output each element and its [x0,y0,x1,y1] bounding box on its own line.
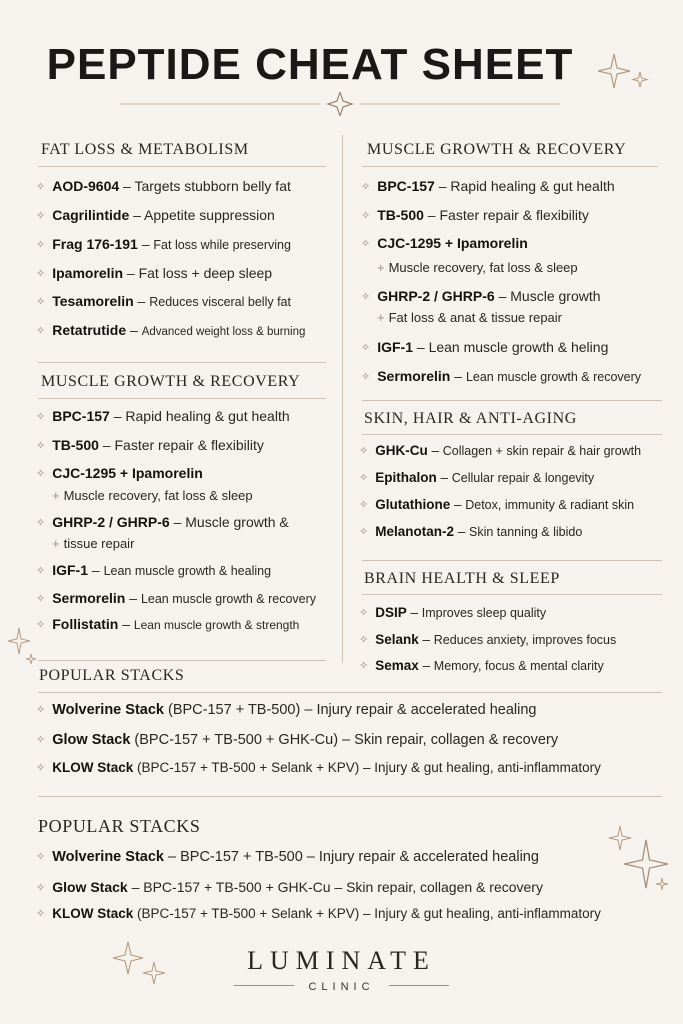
sparkle-bullet-icon: ✧ [36,210,46,222]
list-item: ✧ Tesamorelin – Reduces visceral belly fat [36,293,291,309]
sparkle-bullet-icon: ✧ [359,445,369,457]
section-divider [38,398,326,399]
stack-item: ✧ KLOW Stack (BPC-157 + TB-500 + Selank + KPV) – Injury & gut healing, anti-inflammatory [36,760,601,775]
list-item: ✧ Melanotan-2 – Skin tanning & libido [359,524,583,539]
stack-item: ✧ Glow Stack – BPC-157 + TB-500 + GHK-Cu – Skin repair, collagen & recovery [36,879,543,895]
sparkle-bullet-icon: ✧ [361,181,371,193]
sparkle-bullet-icon: ✧ [36,762,46,774]
list-item: ✧ TB-500 – Faster repair & flexibility [361,207,589,223]
list-item: ✧ TB-500 – Faster repair & flexibility [36,437,264,453]
list-item: ✧ IGF-1 – Lean muscle growth & healing [36,562,272,578]
section-heading-stacks: POPULAR STACKS [39,667,185,684]
list-item: ✧ GHRP-2 / GHRP-6 – Muscle growth & [36,514,289,530]
sparkle-bullet-icon: ✧ [36,619,46,631]
list-item: ✧ Sermorelin – Lean muscle growth & recovery [36,590,317,606]
list-item-detail: + Muscle recovery, fat loss & sleep [377,260,578,275]
list-item-detail: + tissue repair [52,536,135,551]
section-divider [362,166,658,167]
section-heading-muscle-right: MUSCLE GROWTH & RECOVERY [367,141,627,158]
section-heading-brain: BRAIN HEALTH & SLEEP [364,570,560,587]
sparkle-bullet-icon: ✧ [361,238,371,250]
list-item-detail: + Muscle recovery, fat loss & sleep [52,488,253,503]
section-divider [38,796,662,797]
list-item: ✧ Sermorelin – Lean muscle growth & recovery [361,368,642,384]
list-item: ✧ Semax – Memory, focus & mental clarity [359,658,604,673]
list-item: ✧ IGF-1 – Lean muscle growth & heling [361,339,609,355]
section-divider [362,560,662,561]
sparkle-bullet-icon: ✧ [359,526,369,538]
sparkle-bullet-icon: ✧ [36,296,46,308]
sparkle-bullet-icon: ✧ [36,325,46,337]
sparkle-bullet-icon: ✧ [359,607,369,619]
list-item: ✧ CJC-1295 + Ipamorelin [36,465,203,481]
list-item: ✧ Glutathione – Detox, immunity & radiant skin [359,497,635,512]
column-divider [342,135,343,663]
stack-item: ✧ Wolverine Stack (BPC-157 + TB-500) – Injury repair & accelerated healing [36,702,537,718]
sparkle-bullet-icon: ✧ [361,342,371,354]
sparkle-bullet-icon: ✧ [36,239,46,251]
sparkle-bullet-icon: ✧ [359,660,369,672]
clinic-logo-name: LUMINATE [247,946,436,975]
sparkle-bullet-icon: ✧ [359,472,369,484]
sparkle-bullet-icon: ✧ [359,634,369,646]
stack-item: ✧ Wolverine Stack – BPC-157 + TB-500 – Injury repair & accelerated healing [36,849,539,865]
sparkle-bullet-icon: ✧ [36,440,46,452]
sparkle-bullet-icon: ✧ [36,704,46,716]
sparkle-icon [598,52,652,92]
sparkle-bullet-icon: ✧ [36,908,46,920]
section-divider [362,434,662,435]
list-item: ✧ Ipamorelin – Fat loss + deep sleep [36,265,273,281]
section-divider [362,594,662,595]
sparkle-bullet-icon: ✧ [36,565,46,577]
sparkle-bullet-icon: ✧ [36,517,46,529]
section-divider [362,400,662,401]
list-item: ✧ Selank – Reduces anxiety, improves focus [359,632,617,647]
page-title: PEPTIDE CHEAT SHEET [46,40,574,89]
sparkle-icon [606,824,672,894]
list-item: ✧ Retatrutide – Advanced weight loss & burning [36,322,306,338]
section-heading-fat-loss: FAT LOSS & METABOLISM [41,141,249,158]
sparkle-bullet-icon: ✧ [36,882,46,894]
sparkle-bullet-icon: ✧ [36,268,46,280]
list-item: ✧ Cagrilintide – Appetite suppression [36,207,275,223]
logo-divider [389,985,449,986]
sparkle-icon [8,626,38,666]
list-item-detail: + Fat loss & anat & tissue repair [377,310,563,325]
list-item: ✧ BPC-157 – Rapid healing & gut health [361,178,615,194]
list-item: ✧ Frag 176-191 – Fat loss while preserving [36,236,291,252]
sparkle-bullet-icon: ✧ [36,181,46,193]
sparkle-bullet-icon: ✧ [361,371,371,383]
list-item: ✧ DSIP – Improves sleep quality [359,605,547,620]
stack-item: ✧ Glow Stack (BPC-157 + TB-500 + GHK-Cu) – Skin repair, collagen & recovery [36,732,559,748]
list-item: ✧ GHK-Cu – Collagen + skin repair & hair growth [359,443,642,458]
clinic-logo-sub-wrap [0,977,683,993]
section-heading-muscle-left: MUSCLE GROWTH & RECOVERY [41,373,301,390]
sparkle-bullet-icon: ✧ [36,468,46,480]
sparkle-bullet-icon: ✧ [361,291,371,303]
sparkle-bullet-icon: ✧ [36,851,46,863]
list-item: ✧ CJC-1295 + Ipamorelin [361,235,528,251]
list-item: ✧ BPC-157 – Rapid healing & gut health [36,408,290,424]
section-divider [38,362,326,363]
list-item: ✧ Follistatin – Lean muscle growth & strength [36,616,300,632]
sparkle-bullet-icon: ✧ [36,411,46,423]
section-divider [38,692,662,693]
stack-item: ✧ KLOW Stack (BPC-157 + TB-500 + Selank + KPV) – Injury & gut healing, anti-inflammatory [36,906,601,921]
clinic-logo-sub: CLINIC [308,981,375,993]
sparkle-bullet-icon: ✧ [36,734,46,746]
list-item: ✧ GHRP-2 / GHRP-6 – Muscle growth [361,288,601,304]
sparkle-bullet-icon: ✧ [36,593,46,605]
title-divider [100,92,580,116]
sparkle-bullet-icon: ✧ [361,210,371,222]
section-heading-skin: SKIN, HAIR & ANTI-AGING [364,410,577,427]
sparkle-bullet-icon: ✧ [359,499,369,511]
list-item: ✧ AOD-9604 – Targets stubborn belly fat [36,178,291,194]
list-item: ✧ Epithalon – Cellular repair & longevity [359,470,595,485]
section-heading-stacks-2: POPULAR STACKS [38,816,201,836]
section-divider [38,166,326,167]
section-divider [38,660,326,661]
